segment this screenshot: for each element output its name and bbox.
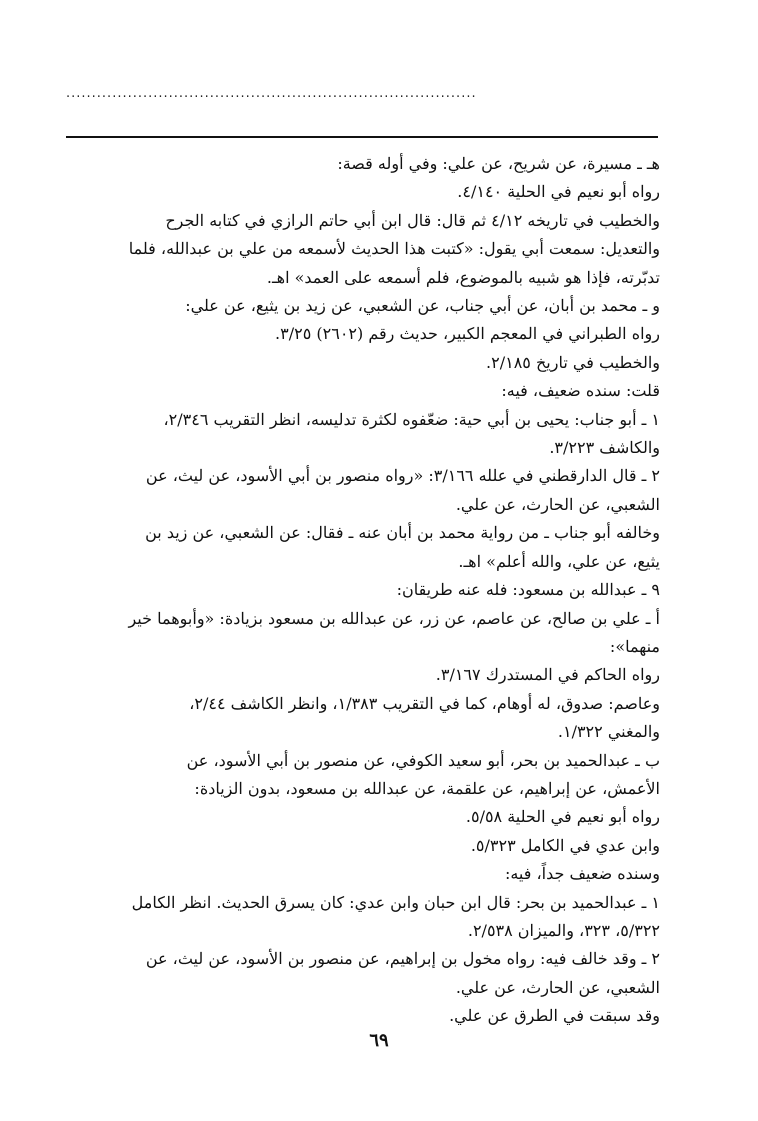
header-dotted-line: ................................................................................	[66, 86, 477, 101]
text-line: ٢ ـ قال الدارقطني في علله ٣/١٦٦: «رواه منصور بن أبي الأسود، عن ليث، عن	[145, 466, 660, 486]
header-rule	[66, 136, 658, 138]
text-line: و ـ محمد بن أبان، عن أبي جناب، عن الشعبي، عن زيد بن يثيع، عن علي:	[185, 296, 660, 316]
text-line: رواه الطبراني في المعجم الكبير، حديث رقم (٢٦٠٢) ٣/٢٥.	[275, 324, 660, 344]
text-line: ٥/٣٢٢، ٣٢٣، والميزان ٢/٥٣٨.	[467, 920, 660, 940]
text-line: الشعبي، عن الحارث، عن علي.	[455, 494, 660, 514]
text-line: رواه أبو نعيم في الحلية ٥/٥٨.	[465, 807, 660, 827]
text-line: يثيع، عن علي، والله أعلم» اهـ.	[458, 551, 660, 571]
text-line: قلت: سنده ضعيف، فيه:	[501, 381, 660, 401]
text-line: والتعديل: سمعت أبي يقول: «كتبت هذا الحديث لأسمعه من علي بن عبدالله، فلما	[128, 239, 660, 259]
text-line: الشعبي، عن الحارث، عن علي.	[455, 977, 660, 997]
text-line: رواه الحاكم في المستدرك ٣/١٦٧.	[435, 665, 660, 685]
text-line: الأعمش، عن إبراهيم، عن علقمة، عن عبدالله بن مسعود، بدون الزيادة:	[194, 778, 660, 798]
text-line: وقد سبقت في الطرق عن علي.	[449, 1006, 660, 1026]
text-line: وسنده ضعيف جداً، فيه:	[504, 864, 660, 884]
text-line: هـ ـ مسيرة، عن شريح، عن علي: وفي أوله قصة:	[337, 154, 660, 173]
text-line: ب ـ عبدالحميد بن بحر، أبو سعيد الكوفي، عن منصور بن أبي الأسود، عن	[186, 750, 660, 770]
text-line: والكاشف ٣/٢٢٣.	[549, 438, 660, 458]
text-line: والمغني ١/٣٢٢.	[557, 722, 660, 742]
text-line: وابن عدي في الكامل ٥/٣٢٣.	[470, 835, 660, 855]
page-number: ٦٩	[369, 1030, 389, 1051]
text-line: أ ـ علي بن صالح، عن عاصم، عن زر، عن عبدالله بن مسعود بزيادة: «وأبوهما خير	[128, 608, 660, 628]
text-line: رواه أبو نعيم في الحلية ٤/١٤٠.	[457, 182, 660, 202]
page-body	[66, 150, 660, 1031]
text-line: ٢ ـ وقد خالف فيه: رواه مخول بن إبراهيم، عن منصور بن الأسود، عن ليث، عن	[145, 949, 660, 969]
text-line: وخالفه أبو جناب ـ من رواية محمد بن أبان عنه ـ فقال: عن الشعبي، عن زيد بن	[145, 523, 660, 543]
text-line: ٩ ـ عبدالله بن مسعود: فله عنه طريقان:	[396, 580, 660, 600]
text-line: والخطيب في تاريخ ٢/١٨٥.	[486, 352, 660, 372]
text-line: تدبّرته، فإذا هو شبيه بالموضوع، فلم أسمعه على العمد» اهـ.	[266, 267, 660, 287]
text-line: ١ ـ أبو جناب: يحيى بن أبي حية: ضعّفوه لكثرة تدليسه، انظر التقريب ٢/٣٤٦،	[163, 409, 660, 429]
text-line: منهما»:	[609, 636, 660, 656]
text-line: والخطيب في تاريخه ٤/١٢ ثم قال: قال ابن أبي حاتم الرازي في كتابه الجرح	[165, 210, 660, 230]
text-line: ١ ـ عبدالحميد بن بحر: قال ابن حبان وابن عدي: كان يسرق الحديث. انظر الكامل	[131, 892, 660, 912]
text-line: وعاصم: صدوق، له أوهام، كما في التقريب ١/٣٨٣، وانظر الكاشف ٢/٤٤،	[189, 693, 660, 713]
